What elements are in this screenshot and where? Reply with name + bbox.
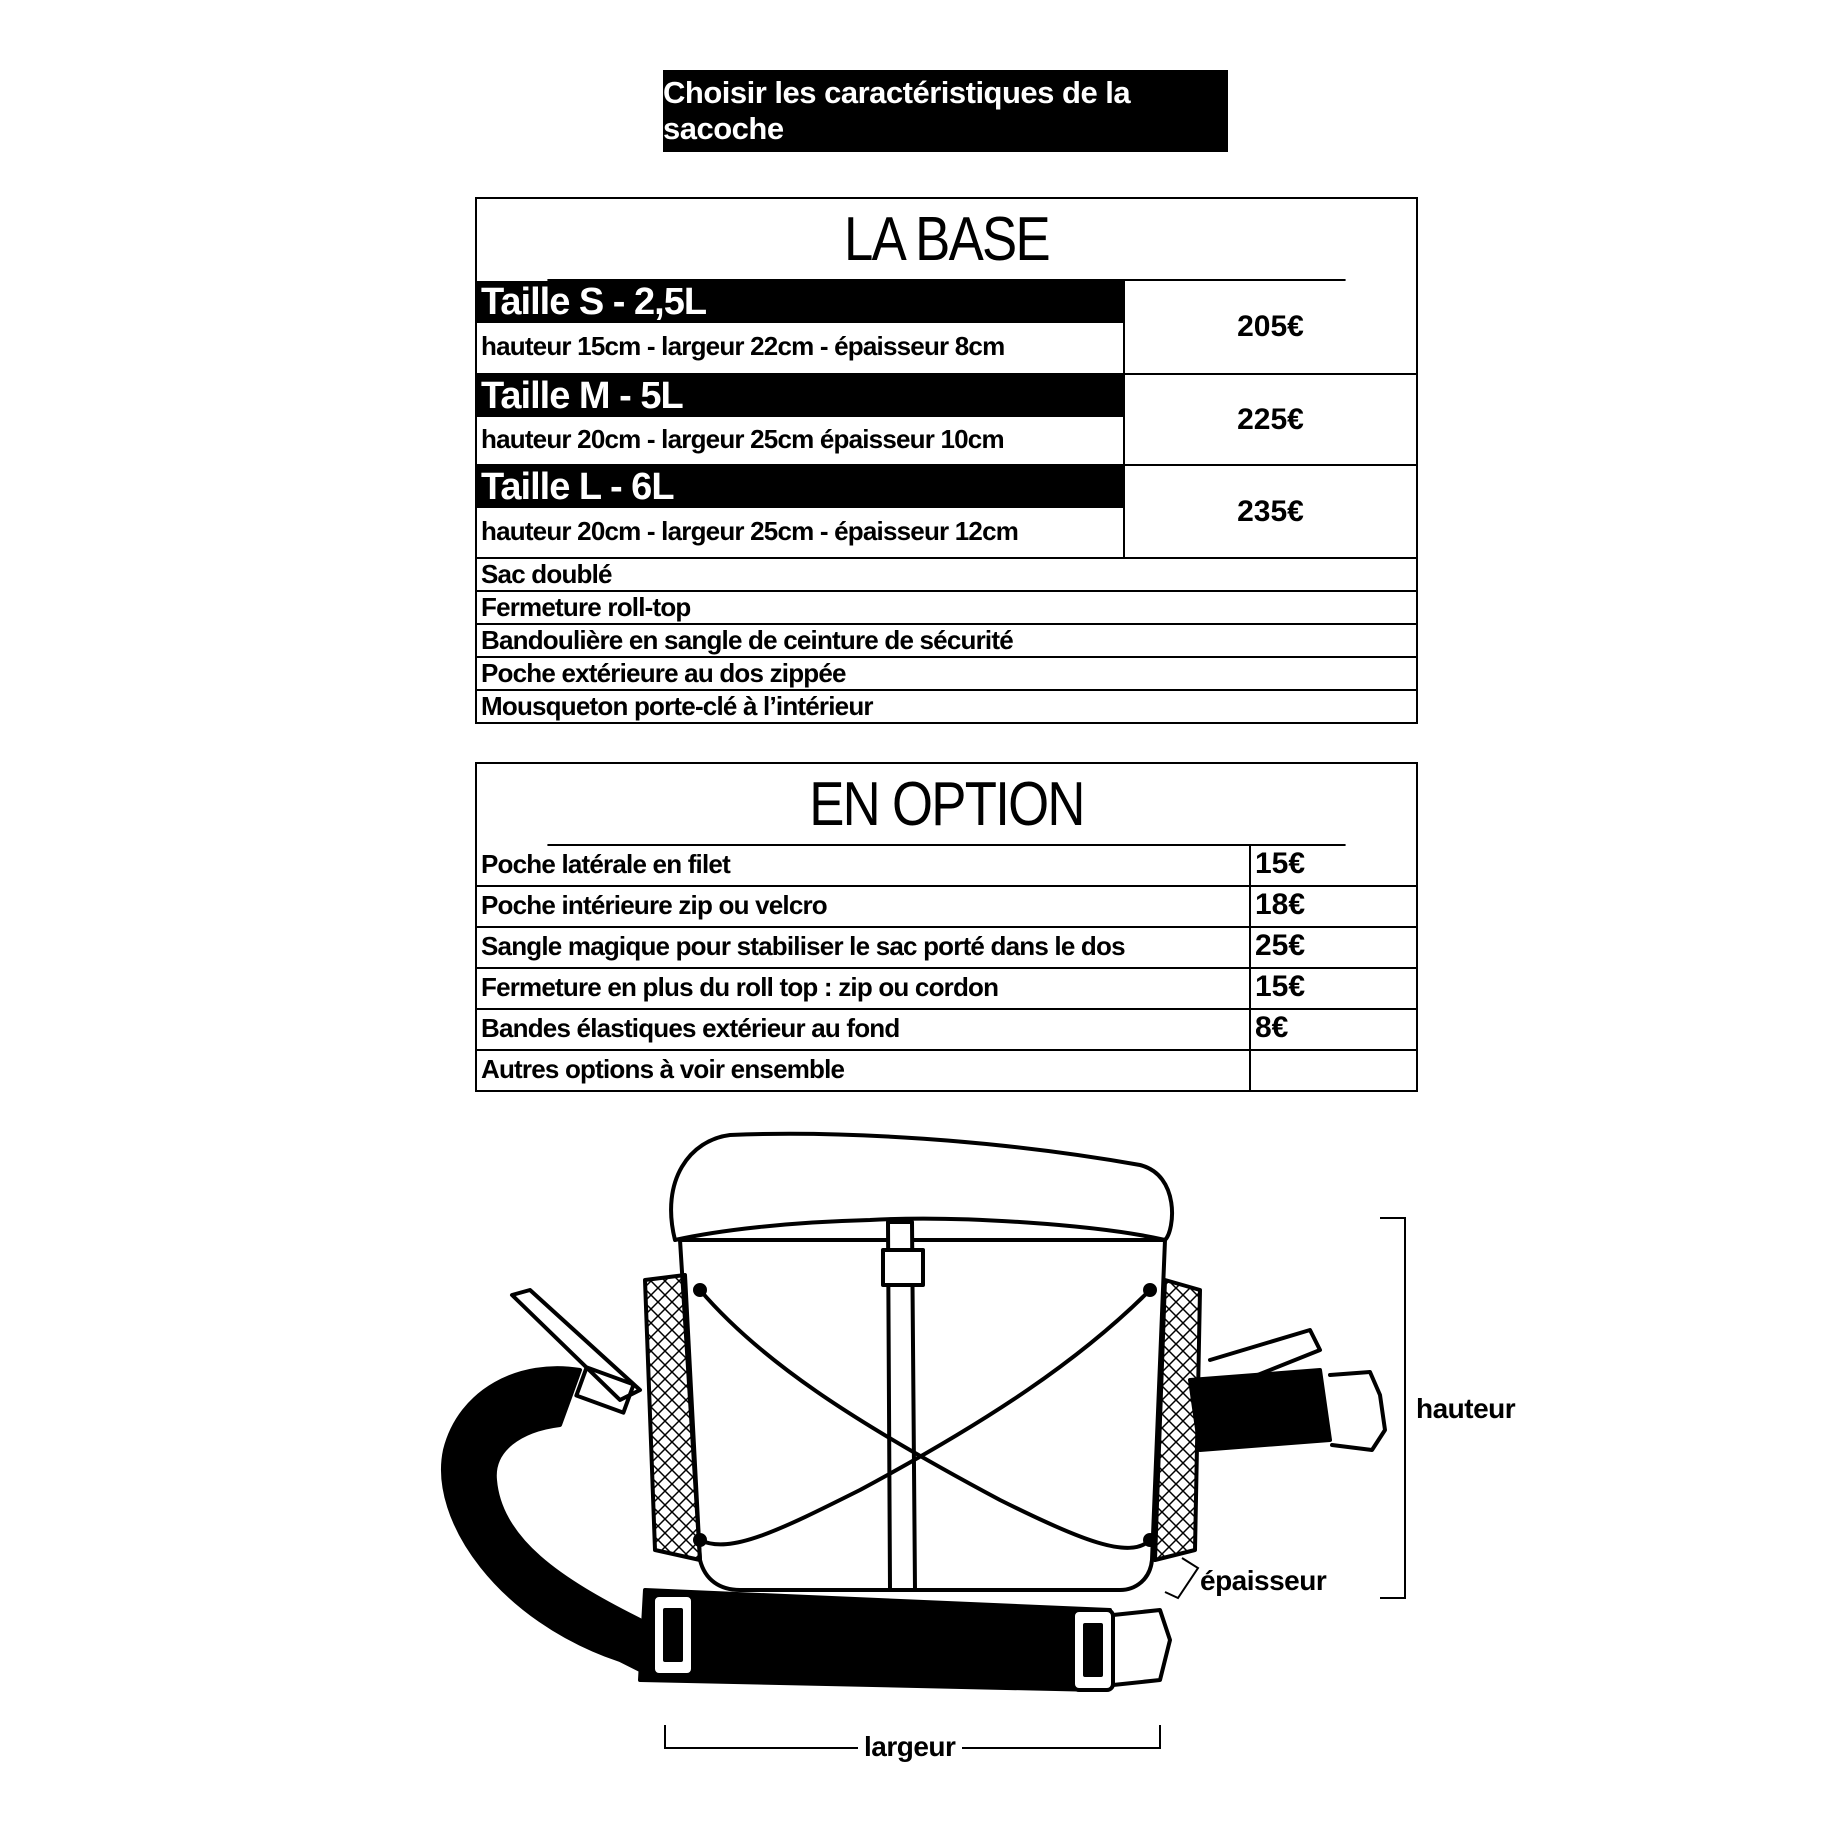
- size-dimensions: hauteur 20cm - largeur 25cm - épaisseur 12cm: [481, 516, 1019, 546]
- size-price: 235€: [1237, 494, 1304, 528]
- depth-label: épaisseur: [1200, 1565, 1327, 1596]
- feature-row: Mousqueton porte-clé à l’intérieur: [481, 691, 873, 721]
- size-dimensions: hauteur 20cm - largeur 25cm épaisseur 10cm: [481, 424, 1004, 454]
- base-table-title: LA BASE: [547, 199, 1345, 281]
- size-name: Taille M - 5L: [477, 375, 1123, 417]
- options-table-title: EN OPTION: [547, 764, 1345, 846]
- option-label: Sangle magique pour stabiliser le sac porté dans le dos: [477, 928, 1251, 967]
- option-label: Bandes élastiques extérieur au fond: [477, 1010, 1251, 1049]
- size-name: Taille L - 6L: [477, 466, 1123, 508]
- feature-row: Bandoulière en sangle de ceinture de sécurité: [477, 625, 1416, 658]
- size-name: Taille S - 2,5L: [477, 281, 1123, 323]
- option-label: Poche latérale en filet: [477, 846, 1251, 885]
- page-title-banner: Choisir les caractéristiques de la sacoche: [663, 70, 1228, 152]
- depth-bracket: [1165, 1558, 1198, 1598]
- feature-row: Poche extérieure au dos zippée: [477, 658, 1416, 691]
- option-price: 25€: [1255, 929, 1306, 962]
- feature-row: Sac doublé: [477, 559, 1416, 592]
- size-dimensions: hauteur 15cm - largeur 22cm - épaisseur 8cm: [481, 331, 1005, 361]
- height-label: hauteur: [1416, 1393, 1516, 1424]
- option-label: Autres options à voir ensemble: [477, 1051, 1251, 1090]
- option-price: 8€: [1255, 1011, 1289, 1044]
- option-label: Fermeture en plus du roll top : zip ou cordon: [477, 969, 1251, 1008]
- size-price: 205€: [1237, 310, 1304, 343]
- option-price: 15€: [1255, 970, 1306, 1003]
- size-price: 225€: [1237, 402, 1304, 436]
- option-price: 18€: [1255, 888, 1306, 921]
- option-label: Poche intérieure zip ou velcro: [477, 887, 1251, 926]
- width-label: largeur: [864, 1731, 956, 1762]
- feature-row: Fermeture roll-top: [477, 592, 1416, 625]
- option-price: 15€: [1255, 847, 1306, 880]
